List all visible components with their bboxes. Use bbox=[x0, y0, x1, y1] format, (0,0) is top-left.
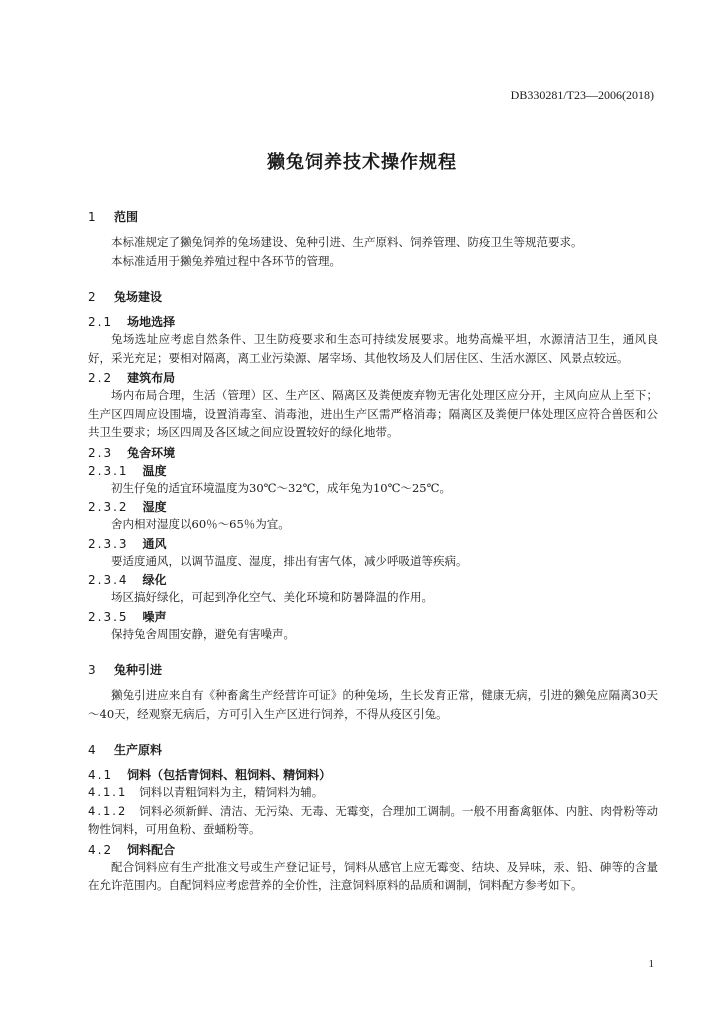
clause-number: 4.1.1 bbox=[88, 785, 128, 799]
document-code: DB330281/T23—2006(2018) bbox=[510, 88, 654, 102]
subsection-heading-2-3-3 bbox=[88, 535, 658, 552]
subsection-title: 饲料配合 bbox=[127, 842, 176, 857]
section-number: 2 bbox=[88, 290, 96, 304]
subsection-number: 2.3.3 bbox=[88, 536, 129, 551]
page-number: 1 bbox=[648, 958, 654, 970]
subsection-number: 2.3 bbox=[88, 445, 114, 460]
subsection-title: 兔舍环境 bbox=[127, 445, 176, 460]
subsection-title: 噪声 bbox=[142, 609, 167, 624]
paragraph: 要适度通风，以调节温度、湿度，排出有害气体，减少呼吸道等疾病。 bbox=[111, 553, 468, 568]
clause-number: 4.1.2 bbox=[88, 803, 128, 818]
section-title: 范围 bbox=[114, 210, 139, 224]
document-title: 獭兔饲养技术操作规程 bbox=[267, 152, 457, 173]
paragraph: 保持兔舍周围安静，避免有害噪声。 bbox=[111, 626, 295, 641]
section-title: 生产原料 bbox=[114, 743, 163, 757]
clause-text: 饲料必须新鲜、清洁、无污染、无毒、无霉变，合理加工调制。一般不用畜禽躯体、内脏、肉骨粉等动物性饲料，可用鱼粉、蚕蛹粉等。 bbox=[88, 803, 658, 836]
subsection-number: 2.3.2 bbox=[88, 500, 129, 514]
paragraph: 兔场选址应考虑自然条件、卫生防疫要求和生态可持续发展要求。地势高燥平坦，水源清洁卫生，通风良好，采光充足；要相对隔离，离工业污染源、屠宰场、其他牧场及人们居住区、生活水源区、风景点较远。 bbox=[88, 332, 658, 365]
paragraph: 配合饲料应有生产批准文号或生产登记证号，饲料从感官上应无霉变、结块、及异味，汞、铅、砷等的含量在允许范围内。自配饲料应考虑营养的全价性，注意饲料原料的品质和调制，饲料配方参考如下。 bbox=[88, 859, 658, 892]
subsection-heading-2-1 bbox=[88, 313, 658, 330]
subsection-title: 饲料（包括青饲料、粗饲料、精饲料） bbox=[127, 768, 332, 782]
subsection-number: 4.2 bbox=[88, 842, 114, 857]
subsection-heading-4-1 bbox=[88, 766, 658, 783]
section-number: 4 bbox=[88, 743, 96, 757]
paragraph: 獭兔引进应来自有《种畜禽生产经营许可证》的种兔场，生长发育正常，健康无病，引进的獭兔应隔离30天～40天，经观察无病后，方可引入生产区进行饲养，不得从疫区引兔。 bbox=[88, 688, 658, 721]
subsection-title: 绿化 bbox=[142, 573, 167, 587]
section-heading-2 bbox=[88, 288, 658, 305]
section-heading-3 bbox=[88, 661, 658, 678]
subsection-title: 湿度 bbox=[142, 500, 167, 514]
clause-text: 饲料以青粗饲料为主，精饲料为辅。 bbox=[139, 785, 324, 799]
subsection-heading-2-3-4 bbox=[88, 571, 658, 588]
paragraph: 本标准适用于獭兔养殖过程中各环节的管理。 bbox=[111, 253, 341, 268]
subsection-heading-2-2 bbox=[88, 369, 658, 386]
subsection-number: 2.3.5 bbox=[88, 609, 129, 624]
subsection-heading-4-2 bbox=[88, 841, 658, 858]
section-heading-1 bbox=[88, 208, 658, 225]
paragraph: 场区搞好绿化，可起到净化空气、美化环境和防暑降温的作用。 bbox=[111, 590, 433, 604]
subsection-heading-2-3-1 bbox=[88, 462, 658, 479]
paragraph: 本标准规定了獭兔饲养的兔场建设、兔种引进、生产原料、饲养管理、防疫卫生等规范要求。 bbox=[111, 235, 583, 249]
section-title: 兔场建设 bbox=[114, 290, 163, 304]
subsection-title: 温度 bbox=[142, 463, 167, 478]
subsection-heading-2-3-2 bbox=[88, 498, 658, 515]
section-title: 兔种引进 bbox=[114, 663, 163, 677]
subsection-number: 2.2 bbox=[88, 371, 114, 385]
subsection-number: 2.3.1 bbox=[88, 463, 129, 478]
paragraph: 初生仔兔的适宜环境温度为30℃～32℃，成年兔为10℃～25℃。 bbox=[111, 480, 451, 495]
subsection-number: 2.3.4 bbox=[88, 573, 129, 587]
subsection-title: 通风 bbox=[142, 536, 167, 551]
numbered-paragraph-4-1-2 bbox=[88, 802, 658, 839]
document-body bbox=[88, 208, 658, 895]
subsection-title: 场地选择 bbox=[127, 315, 176, 329]
subsection-number: 2.1 bbox=[88, 315, 114, 329]
section-number: 3 bbox=[88, 663, 96, 677]
subsection-heading-2-3-5 bbox=[88, 608, 658, 625]
numbered-paragraph-4-1-1 bbox=[88, 783, 658, 802]
paragraph: 场内布局合理，生活（管理）区、生产区、隔离区及粪便废弃物无害化处理区应分开，主风向应从上至下；生产区四周应设围墙，设置消毒室、消毒池，进出生产区需严格消毒；隔离区及粪便尸体处理区应符合兽医和公共卫生要求；场区四周及各区域之间应设置较好的绿化地带。 bbox=[88, 388, 658, 439]
subsection-number: 4.1 bbox=[88, 768, 114, 782]
section-heading-4 bbox=[88, 741, 658, 758]
section-number: 1 bbox=[88, 210, 96, 224]
subsection-heading-2-3 bbox=[88, 444, 658, 461]
subsection-title: 建筑布局 bbox=[127, 371, 176, 385]
paragraph: 舍内相对湿度以60％～65％为宜。 bbox=[111, 517, 290, 531]
